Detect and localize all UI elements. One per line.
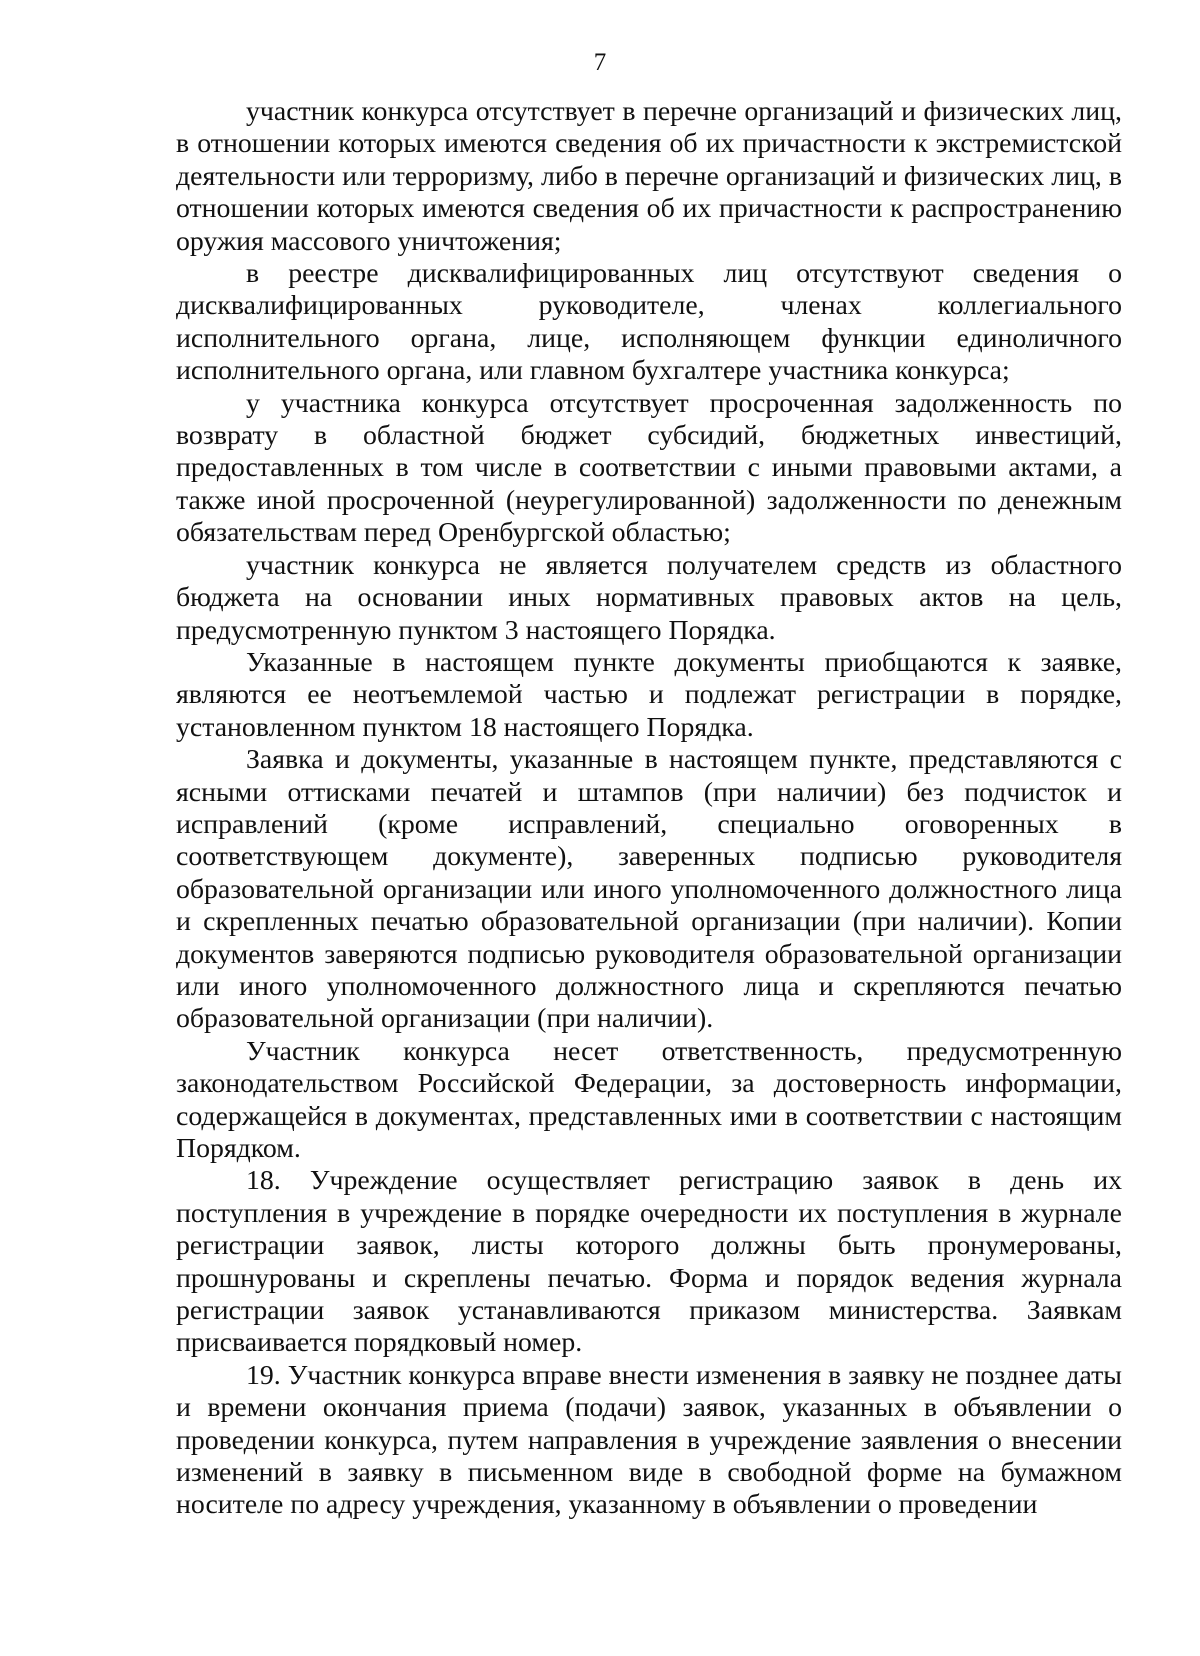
- paragraph-not-recipient: участник конкурса не является получателем средств из областного бюджета на основании иных нормативных правовых актов на цель, предусмотренную пунктом 3 настоящего Порядка.: [176, 549, 1122, 646]
- paragraph-clause-18: 18. Учреждение осуществляет регистрацию заявок в день их поступления в учреждение в порядке очередности их поступления в журнале регистрации заявок, листы которого должны быть пронумерованы, прошнурованы и скреплены печатью. Форма и порядок ведения журнала регистрации заявок устанавливаются приказом министерства. Заявкам присваивается порядковый номер.: [176, 1165, 1122, 1359]
- paragraph-overdue-debt: у участника конкурса отсутствует просроченная задолженность по возврату в областной бюджет субсидий, бюджетных инвестиций, предоставленных в том числе в соответствии с иными правовыми актами, а также иной просроченной (неурегулированной) задолженности по денежным обязательствам перед Оренбургской областью;: [176, 387, 1122, 549]
- paragraph-responsibility: Участник конкурса несет ответственность, предусмотренную законодательством Российской Федерации, за достоверность информации, содержащейся в документах, представленных ими в соответствии с настоящим Порядком.: [176, 1035, 1122, 1164]
- paragraph-documents-attached: Указанные в настоящем пункте документы приобщаются к заявке, являются ее неотъемлемой частью и подлежат регистрации в порядке, установленном пунктом 18 настоящего Порядка.: [176, 646, 1122, 743]
- document-body: [176, 96, 1122, 1522]
- paragraph-document-requirements: Заявка и документы, указанные в настоящем пункте, представляются с ясными оттисками печатей и штампов (при наличии) без подчисток и исправлений (кроме исправлений, специально оговоренных в соответствующем документе), заверенных подписью руководителя образовательной организации или иного уполномоченного должностного лица и скрепленных печатью образовательной организации (при наличии). Копии документов заверяются подписью руководителя образовательной организации или иного уполномоченного должностного лица и скрепляются печатью образовательной организации (при наличии).: [176, 744, 1122, 1035]
- page-number: 7: [593, 49, 607, 76]
- paragraph-disqualified-registry: в реестре дисквалифицированных лиц отсутствуют сведения о дисквалифицированных руководителе, членах коллегиального исполнительного органа, лице, исполняющем функции единоличного исполнительного органа, или главном бухгалтере участника конкурса;: [176, 258, 1122, 387]
- paragraph-clause-19: 19. Участник конкурса вправе внести изменения в заявку не позднее даты и времени окончания приема (подачи) заявок, указанных в объявлении о проведении конкурса, путем направления в учреждение заявления о внесении изменений в заявку в письменном виде в свободной форме на бумажном носителе по адресу учреждения, указанному в объявлении о проведении: [176, 1359, 1122, 1521]
- paragraph-extremism-list: участник конкурса отсутствует в перечне организаций и физических лиц, в отношении которых имеются сведения об их причастности к экстремистской деятельности или терроризму, либо в перечне организаций и физических лиц, в отношении которых имеются сведения об их причастности к распространению оружия массового уничтожения;: [176, 96, 1122, 257]
